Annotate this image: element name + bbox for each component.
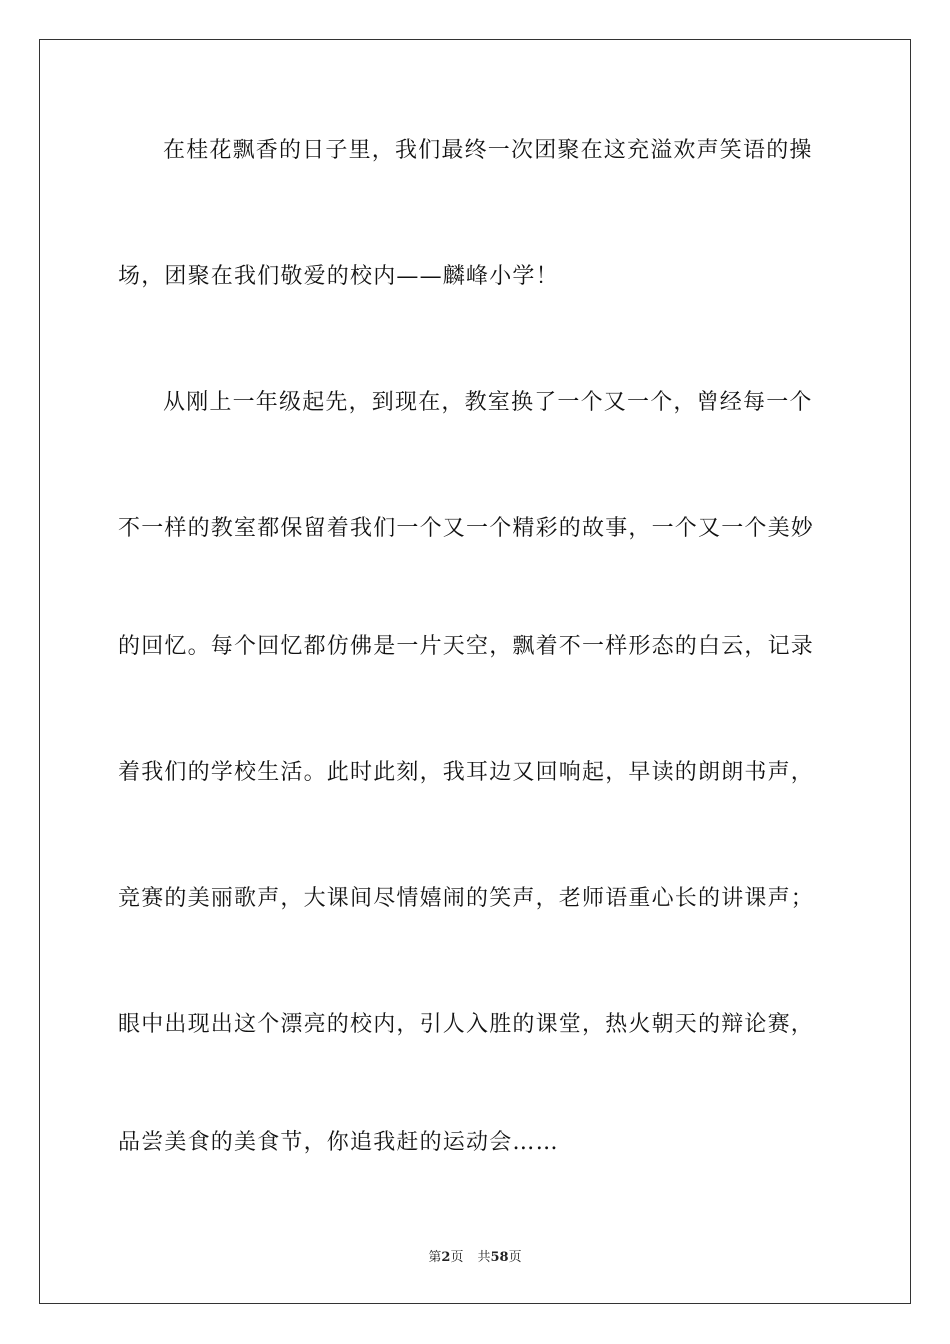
paragraph-2-line-5: 竞赛的美丽歌声，大课间尽情嬉闹的笑声，老师语重心长的讲课声；	[118, 886, 815, 911]
paragraph-2-line-1: 从刚上一年级起先，到现在，教室换了一个又一个，曾经每一个	[163, 390, 813, 415]
page-footer	[0, 1249, 950, 1267]
page-prefix: 第	[428, 1250, 442, 1265]
total-suffix: 页	[508, 1250, 522, 1265]
paragraph-1-line-2: 场，团聚在我们敬爱的校内——麟峰小学！	[118, 264, 559, 289]
total-prefix: 共	[477, 1250, 491, 1265]
paragraph-2-line-2: 不一样的教室都保留着我们一个又一个精彩的故事，一个又一个美妙	[118, 516, 815, 541]
page-number: 2	[441, 1250, 451, 1265]
paragraph-2-line-3: 的回忆。每个回忆都仿佛是一片天空，飘着不一样形态的白云，记录	[118, 634, 815, 659]
paragraph-1-line-1: 在桂花飘香的日子里，我们最终一次团聚在这充溢欢声笑语的操	[163, 138, 813, 163]
paragraph-2-line-7: 品尝美食的美食节，你追我赶的运动会……	[118, 1130, 559, 1155]
page-border	[39, 39, 911, 1304]
paragraph-2-line-4: 着我们的学校生活。此时此刻，我耳边又回响起，早读的朗朗书声，	[118, 760, 815, 785]
total-pages: 58	[490, 1250, 509, 1265]
page-suffix: 页	[450, 1250, 464, 1265]
paragraph-2-line-6: 眼中出现出这个漂亮的校内，引人入胜的课堂，热火朝天的辩论赛，	[118, 1012, 815, 1037]
